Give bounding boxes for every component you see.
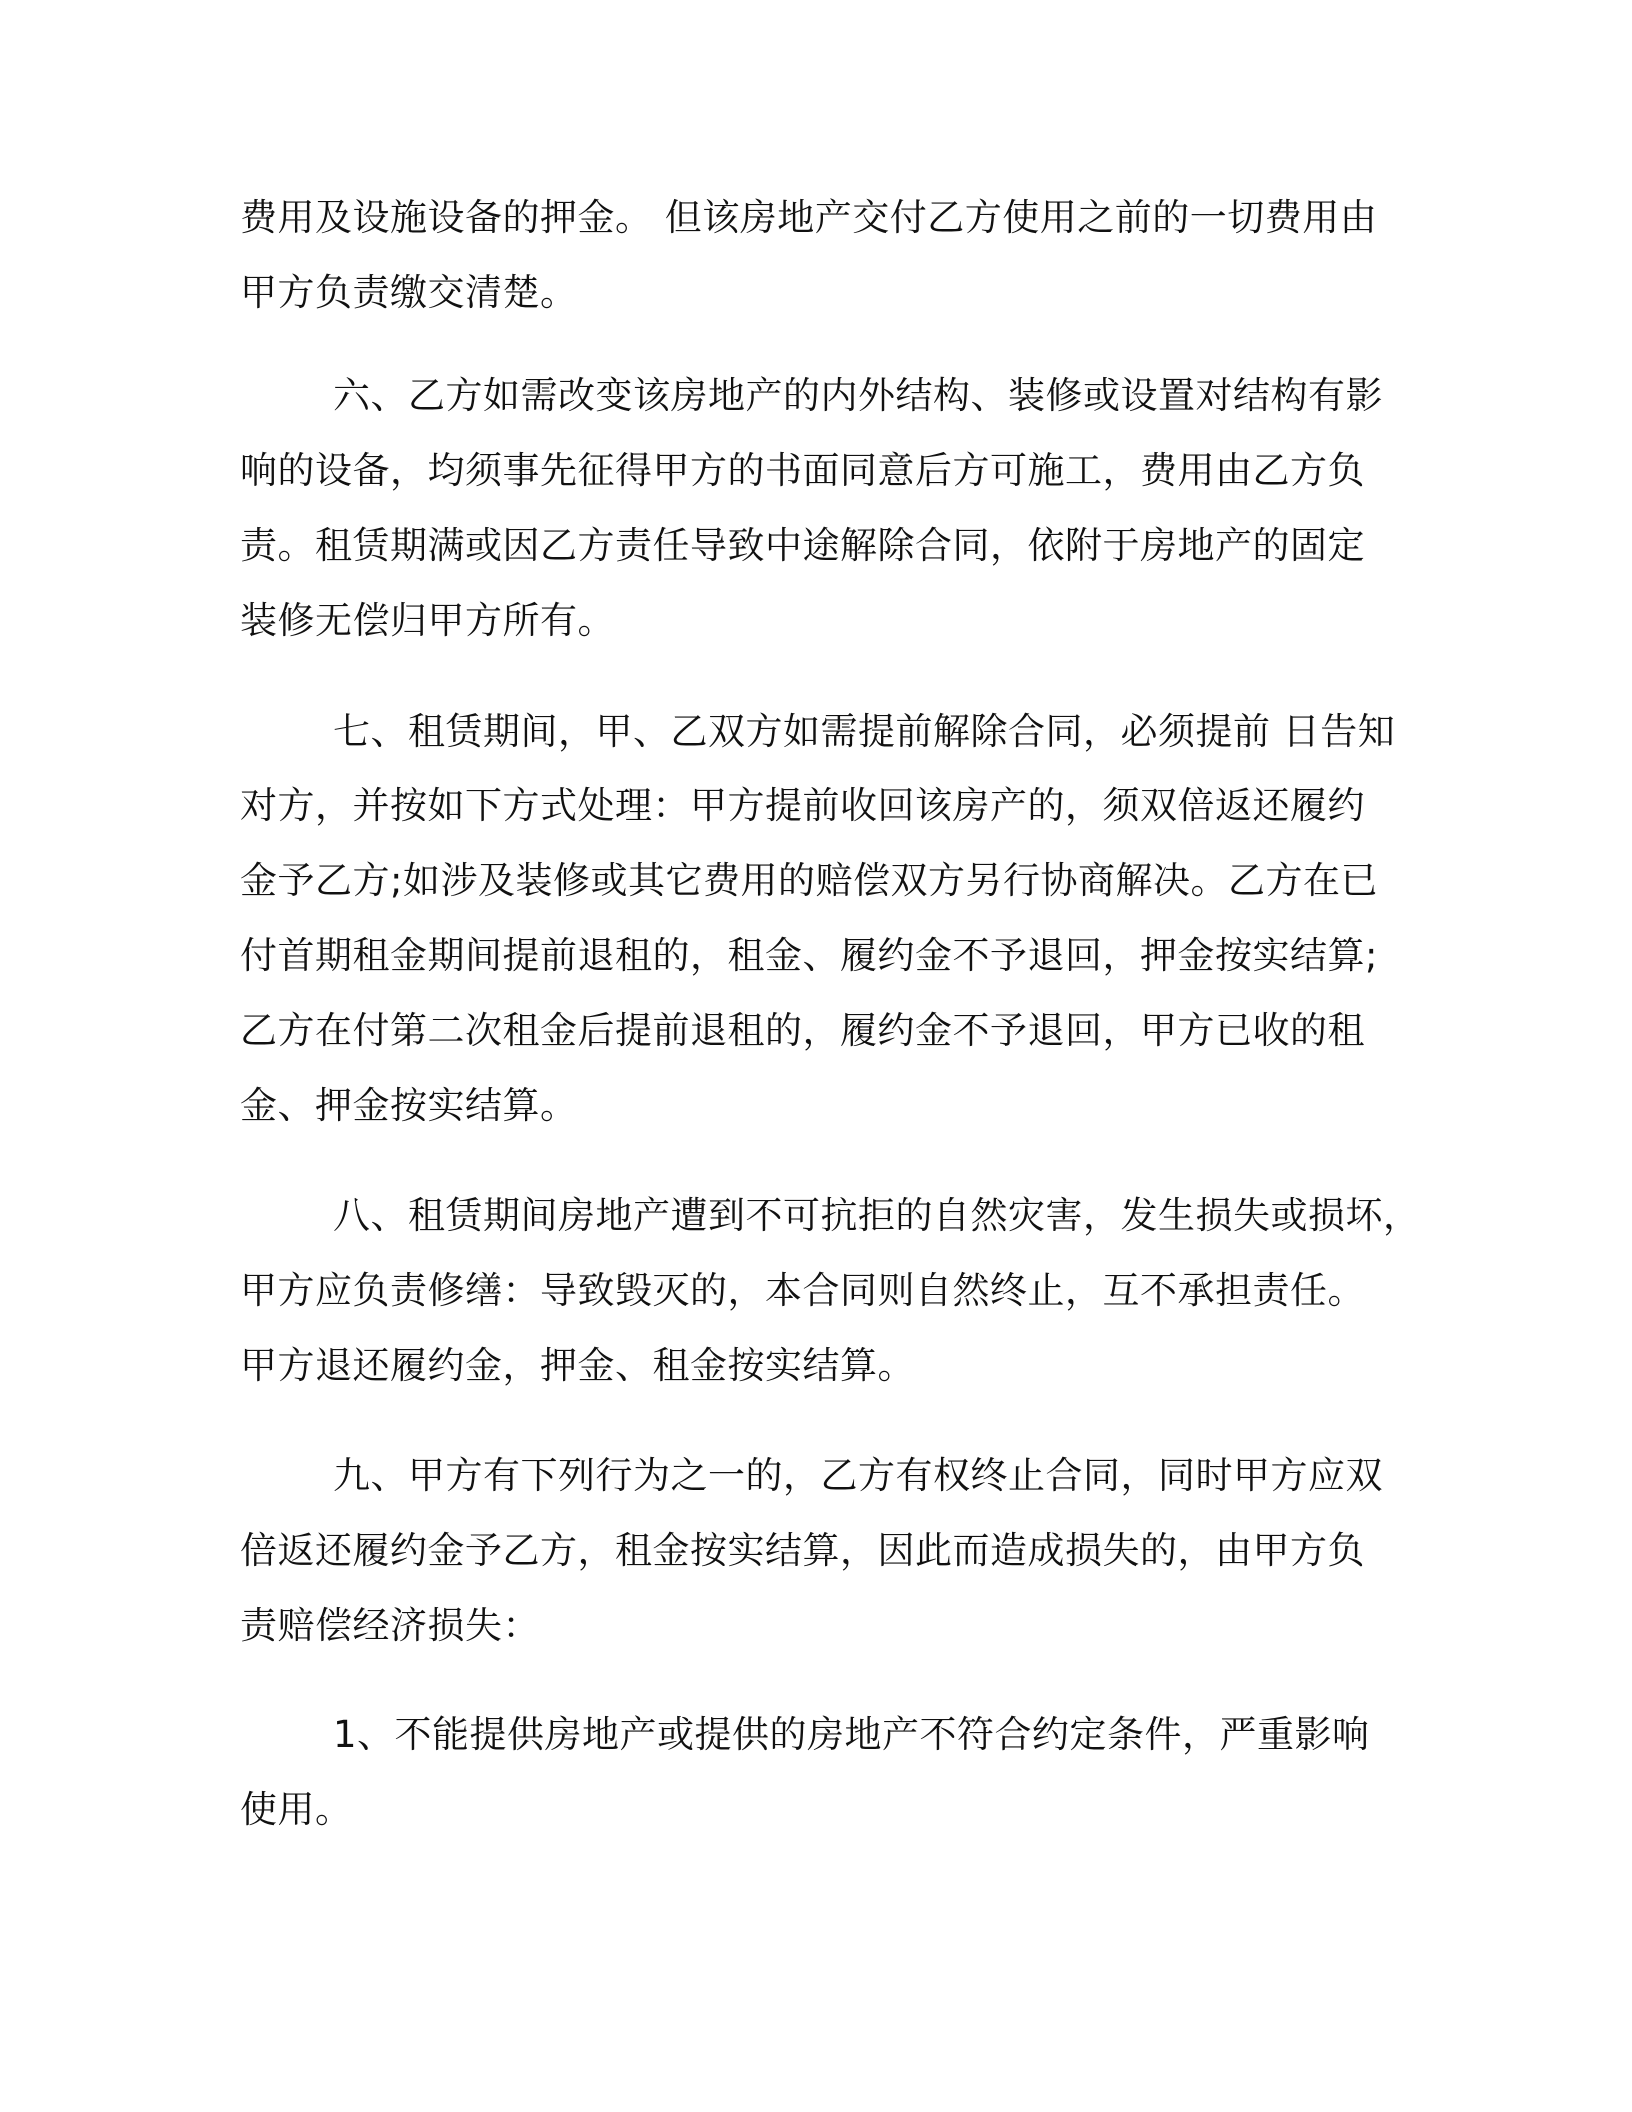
text-line: 响的设备，均须事先征得甲方的书面同意后方可施工，费用由乙方负 <box>240 449 1365 492</box>
text-line: 甲方退还履约金，押金、租金按实结算。 <box>240 1344 915 1387</box>
clause-7-first-line: 七、租赁期间，甲、乙双方如需提前解除合同，必须提前 日告知 <box>333 710 1396 753</box>
text-line: 费用及设施设备的押金。 但该房地产交付乙方使用之前的一切费用由 <box>240 196 1378 239</box>
text-line: 倍返还履约金予乙方，租金按实结算，因此而造成损失的，由甲方负 <box>240 1529 1365 1572</box>
text-line: 甲方负责缴交清楚。 <box>240 271 578 314</box>
clause-9-first-line: 九、甲方有下列行为之一的，乙方有权终止合同，同时甲方应双 <box>333 1454 1383 1497</box>
clause-6-first-line: 六、乙方如需改变该房地产的内外结构、装修或设置对结构有影 <box>333 374 1383 417</box>
text-line: 金予乙方;如涉及装修或其它费用的赔偿双方另行协商解决。乙方在已 <box>240 859 1378 902</box>
text-line: 付首期租金期间提前退租的，租金、履约金不予退回，押金按实结算; <box>240 934 1378 977</box>
text-line: 责。租赁期满或因乙方责任导致中途解除合同，依附于房地产的固定 <box>240 524 1365 567</box>
text-line: 金、押金按实结算。 <box>240 1084 578 1127</box>
text-line: 甲方应负责修缮：导致毁灭的，本合同则自然终止，互不承担责任。 <box>240 1269 1365 1312</box>
text-line: 使用。 <box>240 1788 353 1831</box>
text-line: 对方，并按如下方式处理：甲方提前收回该房产的，须双倍返还履约 <box>240 784 1365 827</box>
item-1-first-line: 1、不能提供房地产或提供的房地产不符合约定条件，严重影响 <box>333 1713 1370 1756</box>
clause-8-first-line: 八、租赁期间房地产遭到不可抗拒的自然灾害，发生损失或损坏， <box>333 1194 1421 1237</box>
text-line: 乙方在付第二次租金后提前退租的，履约金不予退回，甲方已收的租 <box>240 1009 1365 1052</box>
text-line: 装修无偿归甲方所有。 <box>240 599 615 642</box>
text-line: 责赔偿经济损失： <box>240 1604 540 1647</box>
